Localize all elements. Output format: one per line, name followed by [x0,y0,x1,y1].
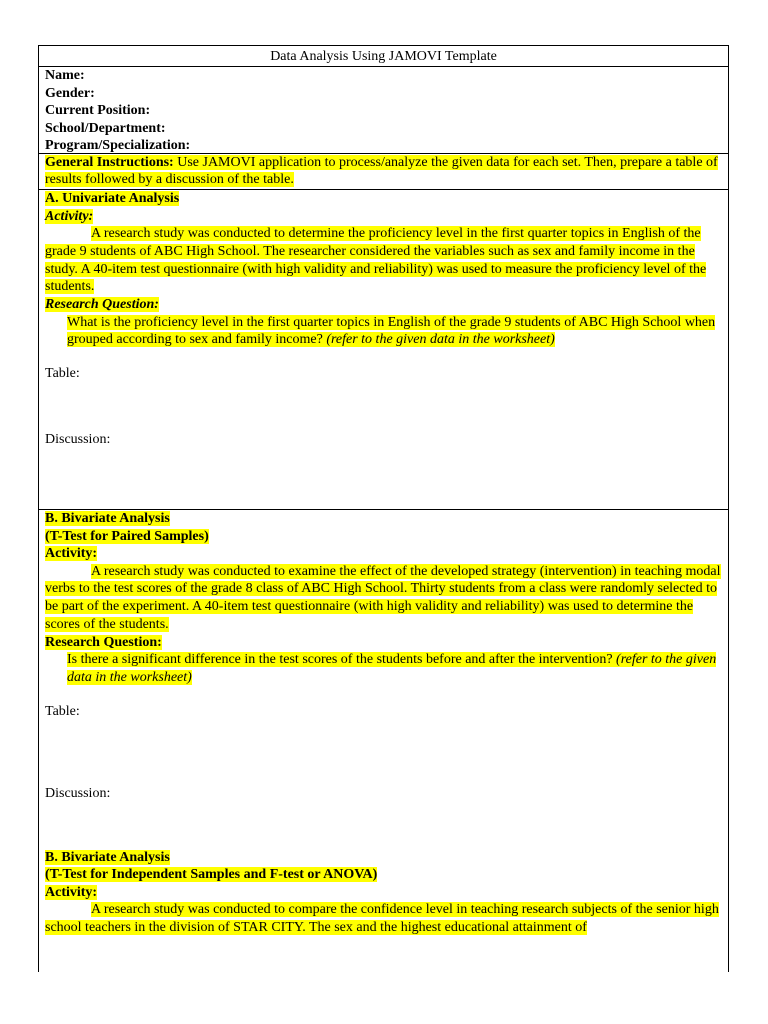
current-position-field-label: Current Position: [45,103,151,118]
section-a-table-label: Table: [45,366,80,382]
section-b1-subheading: (T-Test for Paired Samples) [45,528,209,544]
section-b1-research-question-text: Is there a significant difference in the test scores of the students before and after the intervention? [67,652,613,668]
section-a-research-question-label: Research Question: [45,297,159,313]
section-b1-activity-label: Activity: [45,546,98,561]
section-a-research-question-text: What is the proficiency level in the first quarter topics in English of the grade 9 students of ABC High School when grouped according to sex and family income? [67,314,716,348]
section-b1-research-question-label: Research Question: [45,634,162,650]
section-b2-subheading: (T-Test for Independent Samples and F-test or ANOVA) [45,867,378,883]
section-bivariate-analyses [39,510,728,972]
section-b1-research-question-note: (refer to the given data in the worksheet) [67,652,717,685]
section-b2-heading: B. Bivariate Analysis [45,849,170,865]
section-b1-table-label: Table: [45,703,80,719]
document-title: Data Analysis Using JAMOVI Template [39,46,728,67]
section-a-research-question-note: (refer to the given data in the worksheet) [326,332,555,348]
section-b2-activity-text: A research study was conducted to compare the confidence level in teaching research subjects of the senior high school teachers in the division of STAR CITY. The sex and the highest educational attainment of [45,902,719,936]
general-instructions-text: Use JAMOVI application to process/analyze the given data for each set. Then, prepare a table of results followed by a discussion of the table. [45,155,718,187]
program-specialization-field-label: Program/Specialization: [45,138,191,153]
school-department-field-label: School/Department: [45,120,166,136]
section-univariate-analysis [39,190,728,510]
general-instructions-label: General Instructions: [45,155,174,170]
section-b2-activity-label: Activity: [45,884,98,900]
section-a-discussion-label: Discussion: [45,432,111,448]
section-a-activity-label: Activity: [45,208,94,224]
template-table [38,45,729,972]
general-instructions [39,154,728,190]
gender-field-label: Gender: [45,85,95,101]
personal-info-block [39,67,728,154]
section-b1-activity-text: A research study was conducted to examine the effect of the developed strategy (intervention) in teaching modal verbs to the test scores of the grade 8 class of ABC High School. Thirty students from a class were randomly selected to be part of the experiment. A 40-item test questionnaire (with high validity and reliability) was used to determine the scores of the students. [45,563,721,632]
section-a-activity-text: A research study was conducted to determine the proficiency level in the first quarter topics in English of the grade 9 students of ABC High School. The researcher considered the variables such as sex and family income in the study. A 40-item test questionnaire (with high validity and reliability) was used to measure the proficiency level of the students. [45,226,707,295]
section-b1-discussion-label: Discussion: [45,785,111,801]
section-a-heading: A. Univariate Analysis [45,191,180,206]
name-field-label: Name: [45,68,85,83]
section-b1-heading: B. Bivariate Analysis [45,511,170,526]
